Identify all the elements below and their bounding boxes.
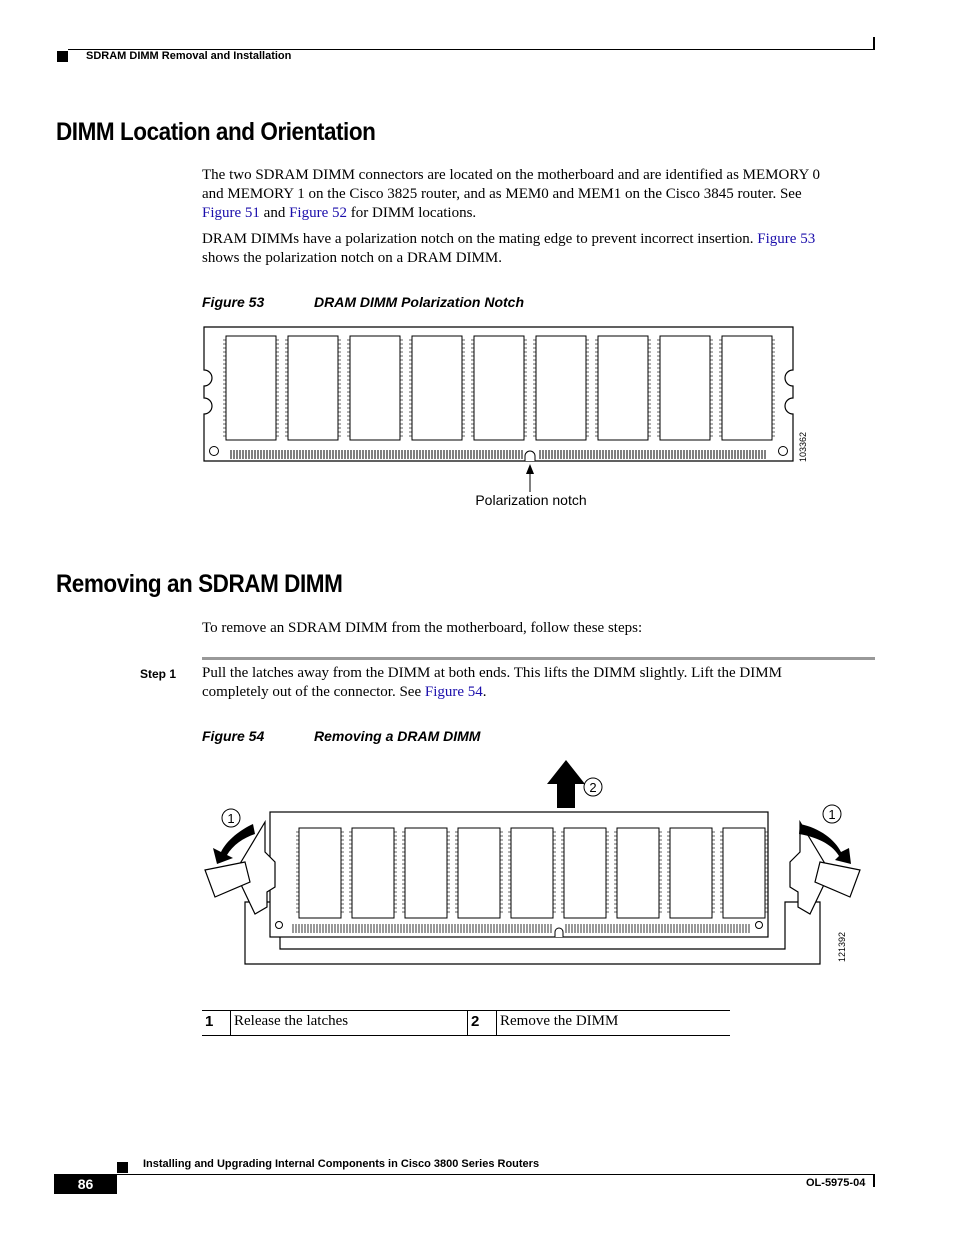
para-line: The two SDRAM DIMM connectors are located on the motherboard and are identified as MEMORY 0 [202,167,821,183]
document-number: OL-5975-04 [806,1177,866,1189]
figure-53-number: Figure 53 [202,294,265,310]
memory-chip [350,336,400,440]
callout-1-left: 1 [227,811,235,826]
figure-53-art-id: 103362 [798,431,808,462]
para-text: completely out of the connector. See [202,684,425,700]
memory-chips [223,336,775,440]
link-figure-52[interactable]: Figure 52 [289,205,348,221]
callout-2: 2 [589,780,597,795]
page-number: 86 [54,1174,117,1194]
figure-53-title: DRAM DIMM Polarization Notch [314,294,524,310]
section-heading-removing-dimm: Removing an SDRAM DIMM [56,570,343,598]
figure-53-callout: Polarization notch [475,492,587,508]
step-label: Step 1 [140,667,177,681]
memory-chip [670,828,712,918]
para-line [202,683,878,702]
para-text: for DIMM locations. [347,205,477,221]
memory-chip [299,828,341,918]
header-marker [57,51,68,62]
memory-chip [474,336,524,440]
legend-description: Release the latches [231,1011,468,1036]
memory-chip [405,828,447,918]
para-line: and MEMORY 1 on the Cisco 3825 router, and as MEM0 and MEM1 on the Cisco 3845 router. See [202,186,802,202]
mounting-hole-left [276,922,283,929]
paragraph-polarization [202,230,878,268]
notch-pointer-arrowhead [526,464,534,474]
memory-chip [617,828,659,918]
para-text: DRAM DIMMs have a polarization notch on the mating edge to prevent incorrect insertion. [202,231,758,247]
legend-number: 1 [202,1011,231,1036]
figure-54-title: Removing a DRAM DIMM [314,728,481,744]
step-1-text [202,664,878,702]
memory-chip [722,336,772,440]
memory-chip [511,828,553,918]
para-text: . [482,684,487,700]
memory-chip [458,828,500,918]
para-line [202,230,878,249]
step-rule [202,657,875,660]
memory-chip [226,336,276,440]
footer-rule [117,1174,874,1175]
section-heading-dimm-location: DIMM Location and Orientation [56,118,376,146]
memory-chip [598,336,648,440]
figure-53-dimm-illustration [195,318,815,518]
table-row [202,1011,730,1036]
para-line [202,204,878,223]
memory-chip [723,828,765,918]
mounting-hole-right [779,447,788,456]
running-title: SDRAM DIMM Removal and Installation [86,50,292,62]
memory-chip [660,336,710,440]
figure-54-remove-dimm-illustration [195,752,875,972]
paragraph-intro: To remove an SDRAM DIMM from the motherboard, follow these steps: [202,620,643,636]
memory-chip [536,336,586,440]
legend-description: Remove the DIMM [497,1011,731,1036]
polarization-notch [525,451,535,461]
paragraph-dimm-connectors [202,166,878,223]
link-figure-51[interactable]: Figure 51 [202,205,260,221]
memory-chip [412,336,462,440]
memory-chip [564,828,606,918]
footer-tick [873,1174,875,1187]
para-line: shows the polarization notch on a DRAM DIMM. [202,250,502,266]
figure-54-legend-table [202,1010,730,1036]
memory-chip [288,336,338,440]
link-figure-54[interactable]: Figure 54 [424,684,483,700]
memory-chips [296,828,768,918]
para-line: Pull the latches away from the DIMM at both ends. This lifts the DIMM slightly. Lift the DIMM [202,665,782,681]
polarization-notch [555,928,563,937]
lift-arrow [547,760,585,808]
mounting-hole-right [756,922,763,929]
figure-54-art-id: 121392 [837,931,847,962]
footer-marker [117,1162,128,1173]
figure-54-number: Figure 54 [202,728,265,744]
link-figure-53[interactable]: Figure 53 [757,231,816,247]
legend-number: 2 [468,1011,497,1036]
memory-chip [352,828,394,918]
header-tick [873,37,875,50]
callout-1-right: 1 [828,807,836,822]
mounting-hole-left [210,447,219,456]
footer-title: Installing and Upgrading Internal Components in Cisco 3800 Series Routers [143,1158,540,1170]
para-text: and [259,205,290,221]
